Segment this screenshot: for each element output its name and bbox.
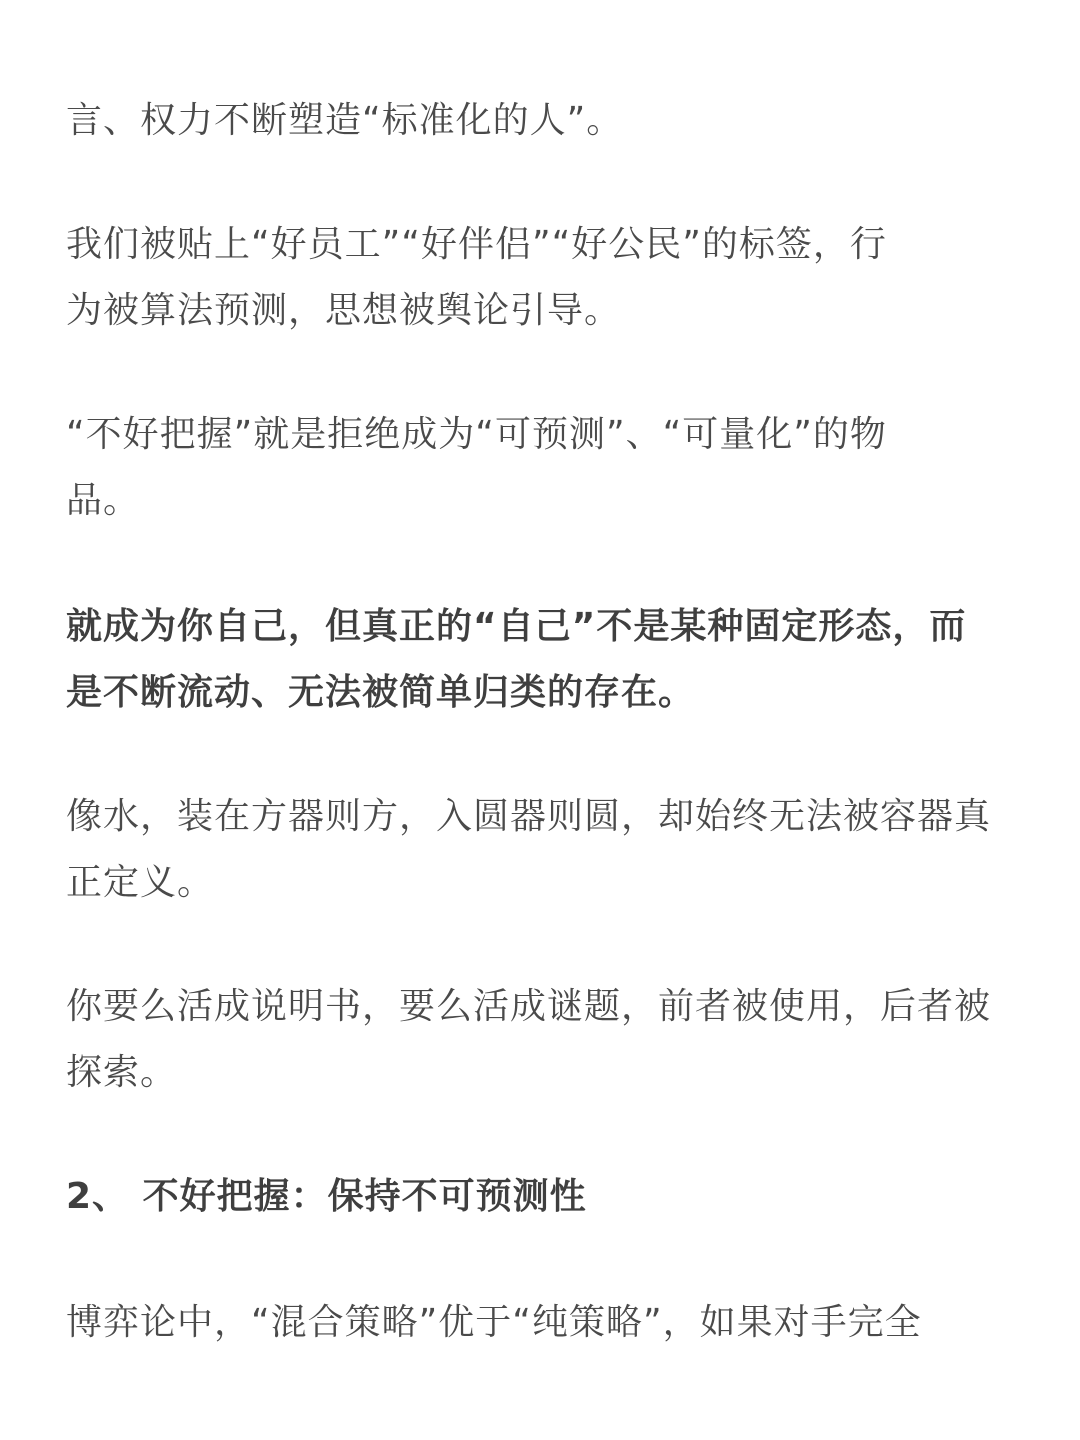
- paragraph-line: 我们被贴上“好员工”“好伴侣”“好公民”的标签，行: [66, 224, 887, 265]
- section-heading-text: 2、 不好把握：保持不可预测性: [66, 1176, 587, 1217]
- paragraph-line: 博弈论中，“混合策略”优于“纯策略”，如果对手完全: [66, 1302, 922, 1343]
- paragraph-line: 为被算法预测，思想被舆论引导。: [66, 290, 622, 331]
- paragraph-line: 正定义。: [66, 862, 215, 903]
- paragraph-line: 像水，装在方器则方，入圆器则圆，却始终无法被容器真: [66, 796, 992, 837]
- paragraph-line: 言、权力不断塑造“标准化的人”。: [66, 100, 624, 141]
- paragraph-line: 品。: [66, 480, 141, 521]
- paragraph-line: 你要么活成说明书，要么活成谜题，前者被使用，后者被: [66, 986, 992, 1027]
- paragraph-standardized-person: [66, 88, 1016, 154]
- paragraph-game-theory: [66, 1290, 1016, 1356]
- paragraph-line: “不好把握”就是拒绝成为“可预测”、“可量化”的物: [66, 414, 887, 455]
- paragraph-labels: [66, 212, 1016, 344]
- paragraph-line: 探索。: [66, 1052, 178, 1093]
- paragraph-line: 就成为你自己，但真正的“自己”不是某种固定形态，而: [66, 606, 967, 647]
- paragraph-manual-or-riddle: [66, 974, 1016, 1106]
- paragraph-like-water: [66, 784, 1016, 916]
- section-heading-2: [66, 1164, 1016, 1230]
- paragraph-be-yourself-bold: [66, 594, 1016, 726]
- paragraph-line: 是不断流动、无法被简单归类的存在。: [66, 672, 696, 713]
- paragraph-unpredictable: [66, 402, 1016, 534]
